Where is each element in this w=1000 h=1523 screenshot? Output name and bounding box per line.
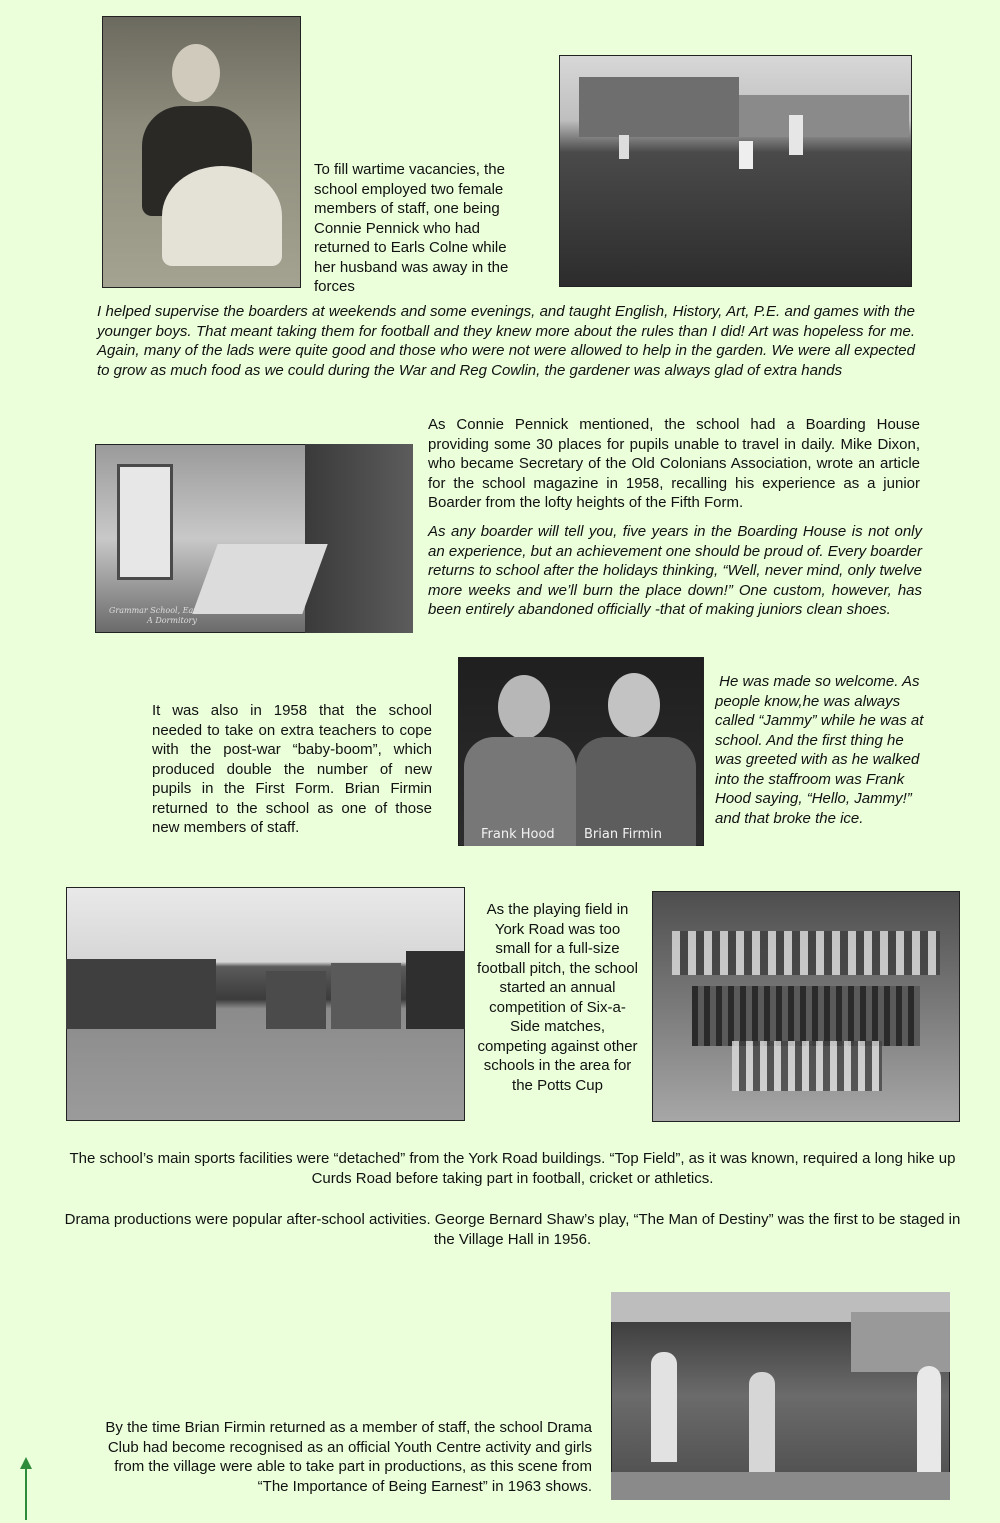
dormitory-photo — [95, 444, 413, 633]
school-buildings-photo — [66, 887, 465, 1121]
connie-quote: I helped supervise the boarders at weekends and some evenings, and taught English, History, Art, P.E. and games with the younger boys. That meant taking them for football and they knew more about the rules than I did! Art was hopeless for me. Again, many of the lads were quite good and those who were not were allowed to help in the garden. We were all expected to grow as much food as we could during the War and Reg Cowlin, the gardener was always glad of extra hands — [97, 303, 915, 379]
dormitory-photo-caption-2: A Dormitory — [147, 616, 197, 625]
connie-pennick-photo — [102, 16, 301, 288]
potts-cup-paragraph: As the playing field in York Road was too small for a full-size football pitch, the school started an annual competition of Six-a-Side matches, competing against other schools in the area for the Potts Cup — [477, 901, 638, 1094]
arrow-up-icon[interactable] — [17, 1456, 35, 1522]
boarding-house-quote: As any boarder will tell you, five years in the Boarding House is not only an experience, but an achievement one should be proud of. Every boarder returns to school after the holidays thinking, “Well, never mind, only twelve more weeks and we’ll burn the place down!” One custom, however, has been entirely abandoned officially -that of making juniors clean shoes. — [428, 523, 922, 618]
top-field-paragraph: The school’s main sports facilities were “detached” from the York Road buildings. “Top Field”, as it was known, required a long hike up Curds Road before taking part in football, cricket or athletics. — [69, 1150, 956, 1187]
brian-firmin-label: Brian Firmin — [584, 827, 662, 842]
connie-caption: To fill wartime vacancies, the school employed two female members of staff, one being Connie Pennick who had returned to Earls Colne while her husband was away in the forces — [314, 161, 509, 295]
new-teachers-paragraph: It was also in 1958 that the school needed to take on extra teachers to cope with the post-war “baby-boom”, which produced double the number of new pupils in the First Form. Brian Firmin returned to the school as one of those new members of staff. — [152, 702, 432, 836]
drama-club-paragraph: By the time Brian Firmin returned as a member of staff, the school Drama Club had become recognised as an official Youth Centre activity and girls from the village were able to take part in productions, as this scene from “The Importance of Being Earnest” in 1963 shows. — [105, 1419, 592, 1495]
frank-hood-brian-firmin-photo — [458, 657, 704, 846]
gardening-photo — [559, 55, 912, 287]
frank-hood-label: Frank Hood — [481, 827, 555, 842]
drama-productions-paragraph: Drama productions were popular after-school activities. George Bernard Shaw’s play, “The Man of Destiny” was the first to be staged in the Village Hall in 1956. — [64, 1211, 961, 1248]
importance-of-being-earnest-photo — [611, 1292, 950, 1500]
football-team-photo — [652, 891, 960, 1122]
boarding-house-paragraph: As Connie Pennick mentioned, the school had a Boarding House providing some 30 places for pupils unable to travel in daily. Mike Dixon, who became Secretary of the Old Colonians Association, wrote an article for the school magazine in 1958, recalling his experience as a junior Boarder from the lofty heights of the Fifth Form. — [428, 416, 920, 511]
dormitory-photo-caption-1: Grammar School, Earls Colne — [109, 606, 230, 615]
jammy-quote: He was made so welcome. As people know,he was always called “Jammy” while he was at school. And the first thing he was greeted with as he walked into the staffroom was Frank Hood saying, “Hello, Jammy!” and that broke the ice. — [715, 673, 928, 827]
